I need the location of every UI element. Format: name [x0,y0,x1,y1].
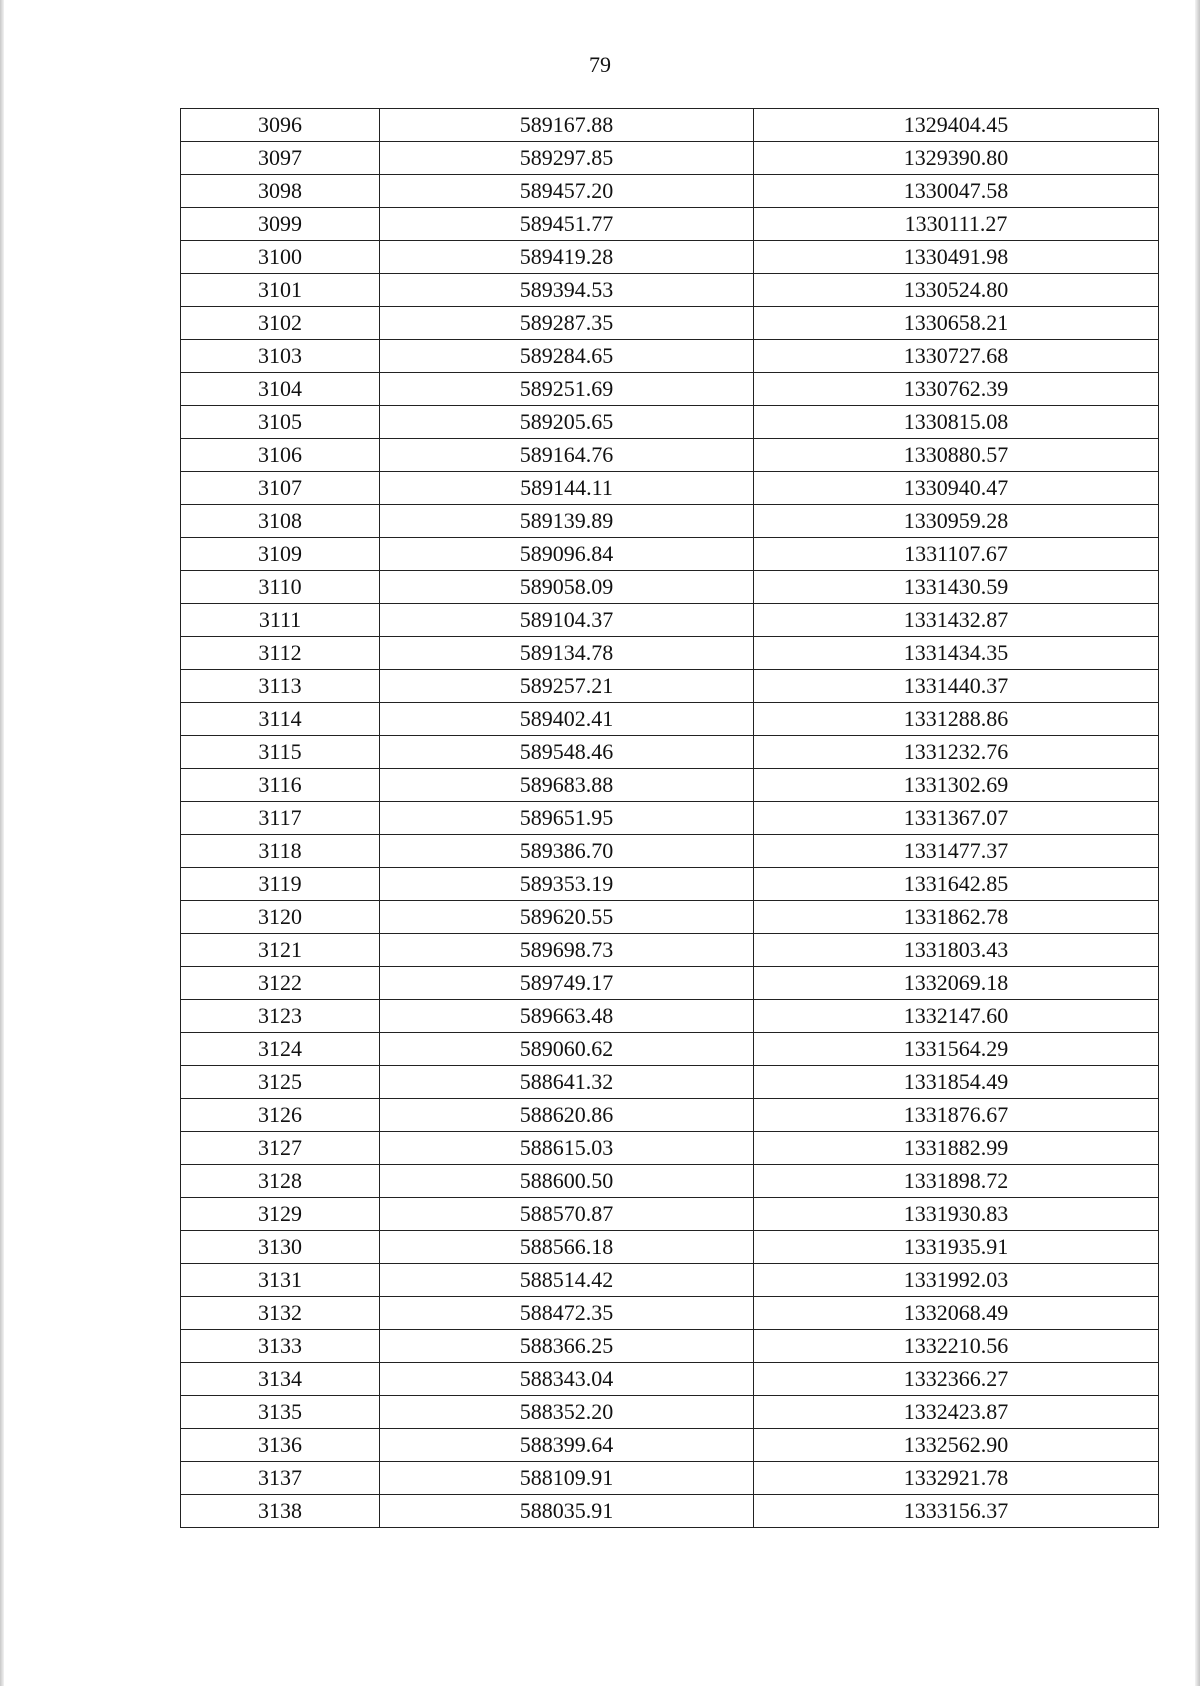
point-number-cell: 3127 [181,1132,380,1165]
x-coordinate-cell: 589419.28 [380,241,754,274]
table-row [181,604,1159,637]
x-coordinate-cell: 589287.35 [380,307,754,340]
x-coordinate-cell: 589134.78 [380,637,754,670]
table-row [181,505,1159,538]
y-coordinate-cell: 1332366.27 [754,1363,1159,1396]
table-row [181,274,1159,307]
x-coordinate-cell: 589205.65 [380,406,754,439]
x-coordinate-cell: 589060.62 [380,1033,754,1066]
point-number-cell: 3125 [181,1066,380,1099]
table-row [181,1264,1159,1297]
point-number-cell: 3107 [181,472,380,505]
table-row [181,109,1159,142]
table-row [181,1066,1159,1099]
y-coordinate-cell: 1330880.57 [754,439,1159,472]
table-row [181,769,1159,802]
point-number-cell: 3105 [181,406,380,439]
y-coordinate-cell: 1331564.29 [754,1033,1159,1066]
table-row [181,439,1159,472]
point-number-cell: 3136 [181,1429,380,1462]
table-row [181,1099,1159,1132]
x-coordinate-cell: 589144.11 [380,472,754,505]
point-number-cell: 3128 [181,1165,380,1198]
table-row [181,736,1159,769]
table-row [181,1165,1159,1198]
x-coordinate-cell: 589104.37 [380,604,754,637]
x-coordinate-cell: 588343.04 [380,1363,754,1396]
point-number-cell: 3097 [181,142,380,175]
y-coordinate-cell: 1331107.67 [754,538,1159,571]
y-coordinate-cell: 1330524.80 [754,274,1159,307]
table-row [181,1429,1159,1462]
x-coordinate-cell: 589167.88 [380,109,754,142]
point-number-cell: 3123 [181,1000,380,1033]
y-coordinate-cell: 1331854.49 [754,1066,1159,1099]
table-row [181,1330,1159,1363]
point-number-cell: 3115 [181,736,380,769]
table-row [181,1033,1159,1066]
point-number-cell: 3135 [181,1396,380,1429]
point-number-cell: 3118 [181,835,380,868]
y-coordinate-cell: 1331862.78 [754,901,1159,934]
point-number-cell: 3108 [181,505,380,538]
x-coordinate-cell: 589663.48 [380,1000,754,1033]
point-number-cell: 3098 [181,175,380,208]
point-number-cell: 3132 [181,1297,380,1330]
y-coordinate-cell: 1330111.27 [754,208,1159,241]
x-coordinate-cell: 588566.18 [380,1231,754,1264]
point-number-cell: 3119 [181,868,380,901]
x-coordinate-cell: 589698.73 [380,934,754,967]
table-row [181,901,1159,934]
point-number-cell: 3138 [181,1495,380,1528]
y-coordinate-cell: 1330940.47 [754,472,1159,505]
point-number-cell: 3137 [181,1462,380,1495]
point-number-cell: 3117 [181,802,380,835]
table-row [181,1363,1159,1396]
y-coordinate-cell: 1331430.59 [754,571,1159,604]
y-coordinate-cell: 1331642.85 [754,868,1159,901]
y-coordinate-cell: 1329404.45 [754,109,1159,142]
table-row [181,835,1159,868]
y-coordinate-cell: 1332423.87 [754,1396,1159,1429]
y-coordinate-cell: 1332921.78 [754,1462,1159,1495]
y-coordinate-cell: 1332069.18 [754,967,1159,1000]
point-number-cell: 3100 [181,241,380,274]
table-row [181,538,1159,571]
x-coordinate-cell: 588514.42 [380,1264,754,1297]
x-coordinate-cell: 589353.19 [380,868,754,901]
point-number-cell: 3116 [181,769,380,802]
point-number-cell: 3096 [181,109,380,142]
scan-edge-right [1195,0,1200,1686]
coordinate-table-body [181,109,1159,1528]
y-coordinate-cell: 1332068.49 [754,1297,1159,1330]
y-coordinate-cell: 1330959.28 [754,505,1159,538]
x-coordinate-cell: 589402.41 [380,703,754,736]
y-coordinate-cell: 1331440.37 [754,670,1159,703]
page-number: 79 [589,52,611,77]
table-row [181,1000,1159,1033]
y-coordinate-cell: 1331232.76 [754,736,1159,769]
coordinate-table [180,108,1159,1528]
point-number-cell: 3122 [181,967,380,1000]
x-coordinate-cell: 589257.21 [380,670,754,703]
point-number-cell: 3111 [181,604,380,637]
table-row [181,1462,1159,1495]
point-number-cell: 3124 [181,1033,380,1066]
scan-edge-left [0,0,4,1686]
y-coordinate-cell: 1330727.68 [754,340,1159,373]
y-coordinate-cell: 1333156.37 [754,1495,1159,1528]
table-row [181,175,1159,208]
y-coordinate-cell: 1331876.67 [754,1099,1159,1132]
x-coordinate-cell: 589164.76 [380,439,754,472]
point-number-cell: 3103 [181,340,380,373]
table-row [181,1396,1159,1429]
x-coordinate-cell: 589749.17 [380,967,754,1000]
x-coordinate-cell: 588570.87 [380,1198,754,1231]
table-row [181,802,1159,835]
x-coordinate-cell: 588109.91 [380,1462,754,1495]
x-coordinate-cell: 588352.20 [380,1396,754,1429]
x-coordinate-cell: 589386.70 [380,835,754,868]
table-row [181,142,1159,175]
point-number-cell: 3113 [181,670,380,703]
y-coordinate-cell: 1331898.72 [754,1165,1159,1198]
point-number-cell: 3130 [181,1231,380,1264]
y-coordinate-cell: 1331434.35 [754,637,1159,670]
table-row [181,472,1159,505]
y-coordinate-cell: 1332210.56 [754,1330,1159,1363]
point-number-cell: 3112 [181,637,380,670]
table-row [181,703,1159,736]
table-row [181,1132,1159,1165]
point-number-cell: 3120 [181,901,380,934]
point-number-cell: 3106 [181,439,380,472]
table-row [181,1231,1159,1264]
x-coordinate-cell: 589651.95 [380,802,754,835]
point-number-cell: 3126 [181,1099,380,1132]
point-number-cell: 3131 [181,1264,380,1297]
table-row [181,1495,1159,1528]
x-coordinate-cell: 588366.25 [380,1330,754,1363]
table-row [181,934,1159,967]
point-number-cell: 3101 [181,274,380,307]
point-number-cell: 3099 [181,208,380,241]
y-coordinate-cell: 1331432.87 [754,604,1159,637]
y-coordinate-cell: 1330762.39 [754,373,1159,406]
x-coordinate-cell: 588641.32 [380,1066,754,1099]
point-number-cell: 3129 [181,1198,380,1231]
y-coordinate-cell: 1331477.37 [754,835,1159,868]
x-coordinate-cell: 589139.89 [380,505,754,538]
x-coordinate-cell: 588620.86 [380,1099,754,1132]
table-row [181,406,1159,439]
point-number-cell: 3102 [181,307,380,340]
x-coordinate-cell: 589548.46 [380,736,754,769]
point-number-cell: 3110 [181,571,380,604]
y-coordinate-cell: 1331935.91 [754,1231,1159,1264]
point-number-cell: 3133 [181,1330,380,1363]
table-row [181,1297,1159,1330]
point-number-cell: 3134 [181,1363,380,1396]
y-coordinate-cell: 1331803.43 [754,934,1159,967]
point-number-cell: 3121 [181,934,380,967]
y-coordinate-cell: 1329390.80 [754,142,1159,175]
x-coordinate-cell: 589620.55 [380,901,754,934]
x-coordinate-cell: 589058.09 [380,571,754,604]
x-coordinate-cell: 589683.88 [380,769,754,802]
table-row [181,340,1159,373]
point-number-cell: 3109 [181,538,380,571]
x-coordinate-cell: 589451.77 [380,208,754,241]
table-row [181,571,1159,604]
y-coordinate-cell: 1330047.58 [754,175,1159,208]
x-coordinate-cell: 589284.65 [380,340,754,373]
table-row [181,241,1159,274]
x-coordinate-cell: 589251.69 [380,373,754,406]
y-coordinate-cell: 1332147.60 [754,1000,1159,1033]
y-coordinate-cell: 1331288.86 [754,703,1159,736]
table-row [181,1198,1159,1231]
x-coordinate-cell: 589297.85 [380,142,754,175]
y-coordinate-cell: 1330491.98 [754,241,1159,274]
point-number-cell: 3114 [181,703,380,736]
table-row [181,868,1159,901]
y-coordinate-cell: 1332562.90 [754,1429,1159,1462]
table-row [181,637,1159,670]
x-coordinate-cell: 588399.64 [380,1429,754,1462]
table-row [181,670,1159,703]
y-coordinate-cell: 1331992.03 [754,1264,1159,1297]
x-coordinate-cell: 588472.35 [380,1297,754,1330]
x-coordinate-cell: 588615.03 [380,1132,754,1165]
x-coordinate-cell: 589096.84 [380,538,754,571]
x-coordinate-cell: 589394.53 [380,274,754,307]
y-coordinate-cell: 1331302.69 [754,769,1159,802]
y-coordinate-cell: 1330658.21 [754,307,1159,340]
y-coordinate-cell: 1331930.83 [754,1198,1159,1231]
y-coordinate-cell: 1331367.07 [754,802,1159,835]
x-coordinate-cell: 588600.50 [380,1165,754,1198]
y-coordinate-cell: 1330815.08 [754,406,1159,439]
x-coordinate-cell: 589457.20 [380,175,754,208]
table-row [181,307,1159,340]
point-number-cell: 3104 [181,373,380,406]
table-row [181,373,1159,406]
table-row [181,208,1159,241]
table-row [181,967,1159,1000]
x-coordinate-cell: 588035.91 [380,1495,754,1528]
y-coordinate-cell: 1331882.99 [754,1132,1159,1165]
